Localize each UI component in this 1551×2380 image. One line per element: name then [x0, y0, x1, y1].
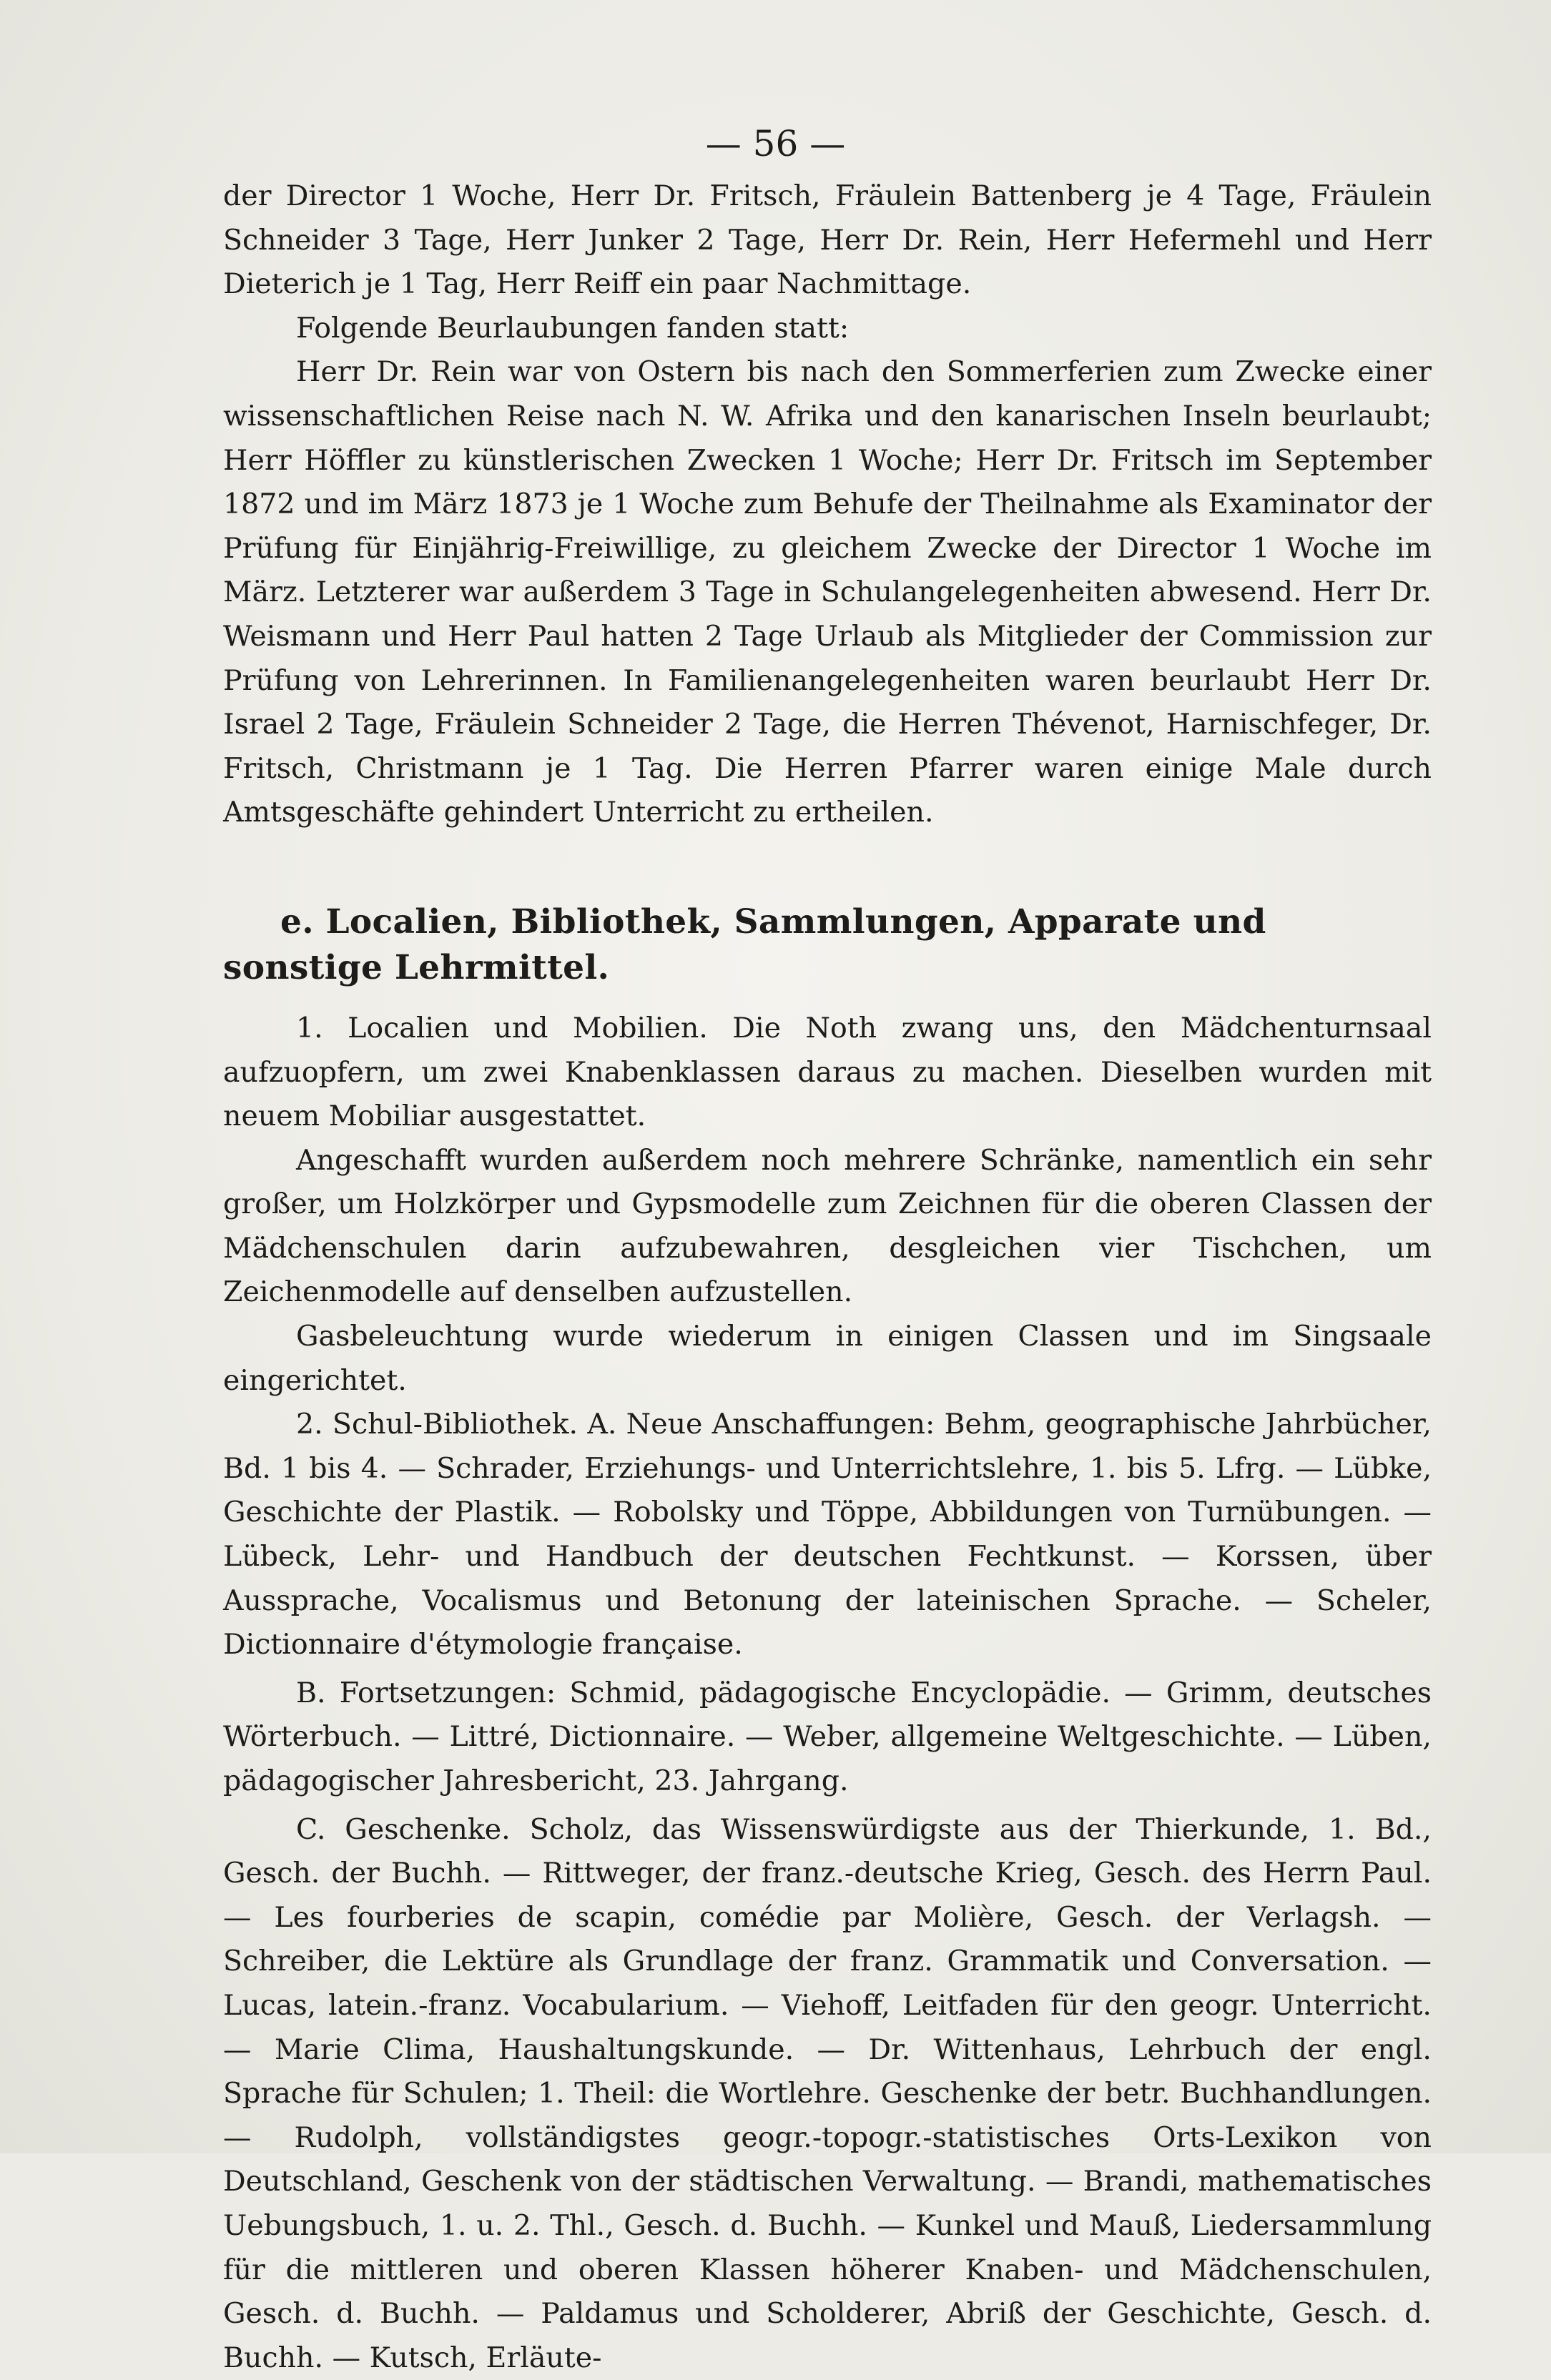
- paragraph-angeschafft: Angeschafft wurden außerdem noch mehrere Schränke, namentlich ein sehr großer, um Holzkörper und Gypsmodelle zum Zeichnen für die oberen Classen der Mädchenschulen darin aufzubewahren, desgleichen vier Tischchen, um Zeichenmodelle auf denselben aufzustellen.: [223, 1143, 1432, 1309]
- page-number: — 56 —: [705, 123, 846, 164]
- paragraph-leave-details: Herr Dr. Rein war von Ostern bis nach den Sommerferien zum Zwecke einer wissenschaftlichen Reise nach N. W. Afrika und den kanarischen Inseln beurlaubt; Herr Höffler zu künstlerischen Zwecken 1 Woche; Herr Dr. Fritsch im September 1872 und im März 1873 je 1 Woche zum Behufe der Theilnahme als Examinator der Prüfung für Einjährig-Freiwillige, zu gleichem Zwecke der Director 1 Woche im März. Letzterer war außerdem 3 Tage in Schulangelegenheiten abwesend. Herr Dr. Weismann und Herr Paul hatten 2 Tage Urlaub als Mitglieder der Commission zur Prüfung von Lehrerinnen. In Familienangelegenheiten waren beurlaubt Herr Dr. Israel 2 Tage, Fräulein Schneider 2 Tage, die Herren Thévenot, Harnischfeger, Dr. Fritsch, Christmann je 1 Tag. Die Herren Pfarrer waren einige Male durch Amtsgeschäfte gehindert Unterricht zu ertheilen.: [223, 355, 1432, 829]
- paragraph-bibliothek-anschaffungen: 2. Schul-Bibliothek. A. Neue Anschaffungen: Behm, geographische Jahrbücher, Bd. 1 bis 4. — Schrader, Erziehungs- und Unterrichtslehre, 1. bis 5. Lfrg. — Lübke, Geschichte der Plastik. — Robolsky und Töppe, Abbildungen von Turnübungen. — Lübeck, Lehr- und Handbuch der deutschen Fechtkunst. — Korssen, über Aussprache, Vocalismus und Betonung der lateinischen Sprache. — Scheler, Dictionnaire d'étymologie française.: [223, 1408, 1432, 1661]
- section-heading: e. Localien, Bibliothek, Sammlungen, Apparate und sonstige Lehrmittel.: [223, 902, 1266, 987]
- paragraph-intro-continuation: der Director 1 Woche, Herr Dr. Fritsch, Fräulein Battenberg je 4 Tage, Fräulein Schneider 3 Tage, Herr Junker 2 Tage, Herr Dr. Rein, Herr Hefermehl und Herr Dieterich je 1 Tag, Herr Reiff ein paar Nachmittage.: [223, 179, 1432, 301]
- paragraph-geschenke: C. Geschenke. Scholz, das Wissenswürdigste aus der Thierkunde, 1. Bd., Gesch. der Buchh. — Rittweger, der franz.-deutsche Krieg, Gesch. des Herrn Paul. — Les fourberies de scapin, comédie par Molière, Gesch. der Verlagsh. — Schreiber, die Lektüre als Grundlage der franz. Grammatik und Conversation. — Lucas, latein.-franz. Vocabularium. — Viehoff, Leitfaden für den geogr. Unterricht. — Marie Clima, Haushaltungskunde. — Dr. Wittenhaus, Lehrbuch der engl. Sprache für Schulen; 1. Theil: die Wortlehre. Geschenke der betr. Buchhandlungen. — Rudolph, vollständigstes geogr.-topogr.-statistisches Orts-Lexikon von Deutschland, Geschenk von der städtischen Verwaltung. — Brandi, mathematisches Uebungsbuch, 1. u. 2. Thl., Gesch. d. Buchh. — Kunkel und Mauß, Liedersammlung für die mittleren und oberen Klassen höherer Knaben- und Mädchenschulen, Gesch. d. Buchh. — Paldamus und Scholderer, Abriß der Geschichte, Gesch. d. Buchh. — Kutsch, Erläute-: [223, 1812, 1432, 2374]
- paragraph-localien: 1. Localien und Mobilien. Die Noth zwang uns, den Mädchenturnsaal aufzuopfern, um zwei Knabenklassen daraus zu machen. Dieselben wurden mit neuem Mobiliar ausgestattet.: [223, 1011, 1432, 1133]
- paragraph-leave-intro: Folgende Beurlaubungen fanden statt:: [296, 311, 850, 345]
- paragraph-gasbeleuchtung: Gasbeleuchtung wurde wiederum in einigen Classen und im Singsaale eingerichtet.: [223, 1320, 1432, 1397]
- text-body: [223, 174, 1432, 2380]
- paragraph-fortsetzungen: B. Fortsetzungen: Schmid, pädagogische Encyclopädie. — Grimm, deutsches Wörterbuch. — Littré, Dictionnaire. — Weber, allgemeine Weltgeschichte. — Lüben, pädagogischer Jahresbericht, 23. Jahrgang.: [223, 1676, 1432, 1797]
